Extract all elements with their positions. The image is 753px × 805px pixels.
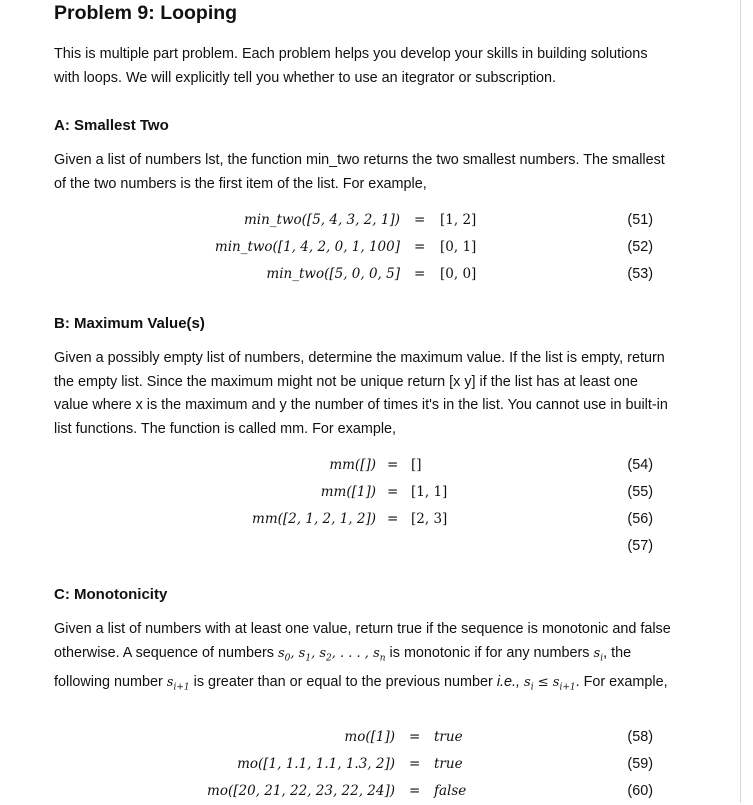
equation-number: (58)	[627, 729, 653, 745]
equation-equals: =	[387, 511, 399, 527]
equation-59	[0, 754, 740, 778]
equation-equals: =	[414, 239, 426, 255]
equation-rhs: true	[434, 729, 463, 745]
equation-lhs: mm([])	[329, 457, 376, 473]
equation-number: (55)	[627, 484, 653, 500]
equation-rhs: [2, 3]	[411, 511, 448, 527]
equation-equals: =	[414, 212, 426, 228]
equation-number: (52)	[627, 239, 653, 255]
equation-number: (53)	[627, 266, 653, 282]
equation-rhs: [0, 1]	[440, 239, 477, 255]
equation-55	[0, 482, 740, 506]
section-a-text: Given a list of numbers lst, the function min_two returns the two smallest numbers. The smallest of the two numbers is the first item of the list. For example,	[54, 152, 665, 192]
section-heading-c: C: Monotonicity	[54, 586, 168, 603]
equation-57	[0, 536, 740, 560]
equation-rhs: [1, 2]	[440, 212, 477, 228]
equation-number: (57)	[627, 538, 653, 554]
equation-rhs: true	[434, 756, 463, 772]
equation-equals: =	[387, 457, 399, 473]
equation-equals: =	[409, 729, 421, 745]
intro-paragraph: This is multiple part problem. Each problem helps you develop your skills in building solutions with loops. We will explicitly tell you whether to use an itegrator or subscription.	[54, 46, 648, 86]
section-heading-a: A: Smallest Two	[54, 117, 169, 134]
equation-rhs: [1, 1]	[411, 484, 448, 500]
equation-52	[0, 237, 740, 261]
equation-number: (54)	[627, 457, 653, 473]
equation-equals: =	[409, 756, 421, 772]
section-c-text: Given a list of numbers with at least one value, return true if the sequence is monotonic and false otherwise. A sequence of numbers $s_0$, $s_1$, $s_2$, . . . , $s_n$ is monotonic if for any numbers $s_i$, the following number $s_{i+1}$ is greater than or equal to the previous number i.e., $s_i \le s_{i+1}$. For example,	[54, 621, 671, 693]
equation-53	[0, 264, 740, 288]
equation-51	[0, 210, 740, 234]
equation-60	[0, 781, 740, 805]
equation-equals: =	[409, 783, 421, 799]
equation-lhs: mo([20, 21, 22, 23, 22, 24])	[207, 783, 395, 799]
equation-54	[0, 455, 740, 479]
equation-rhs: []	[411, 457, 422, 473]
equation-58	[0, 727, 740, 751]
section-heading-b: B: Maximum Value(s)	[54, 315, 205, 332]
equation-equals: =	[414, 266, 426, 282]
equation-lhs: min_two([1, 4, 2, 0, 1, 100]	[214, 239, 400, 255]
equation-rhs: false	[434, 783, 467, 799]
equation-56	[0, 509, 740, 533]
equation-lhs: min_two([5, 4, 3, 2, 1])	[243, 212, 400, 228]
equation-lhs: mm([2, 1, 2, 1, 2])	[252, 511, 376, 527]
section-b-text: Given a possibly empty list of numbers, determine the maximum value. If the list is empty, return the empty list. Since the maximum might not be unique return [x y] if the list has at least one value where x is the maximum and y the number of times it's in the list. You cannot use in built-in list functions. The function is called mm. For example,	[54, 350, 668, 437]
equation-lhs: mm([1])	[320, 484, 376, 500]
page-title: Problem 9: Looping	[54, 2, 238, 24]
equation-number: (56)	[627, 511, 653, 527]
equation-lhs: mo([1])	[344, 729, 395, 745]
equation-lhs: mo([1, 1.1, 1.1, 1.3, 2])	[237, 756, 395, 772]
equation-number: (51)	[627, 212, 653, 228]
equation-equals: =	[387, 484, 399, 500]
equation-lhs: min_two([5, 0, 0, 5]	[266, 266, 400, 282]
equation-number: (59)	[627, 756, 653, 772]
equation-number: (60)	[627, 783, 653, 799]
equation-rhs: [0, 0]	[440, 266, 477, 282]
